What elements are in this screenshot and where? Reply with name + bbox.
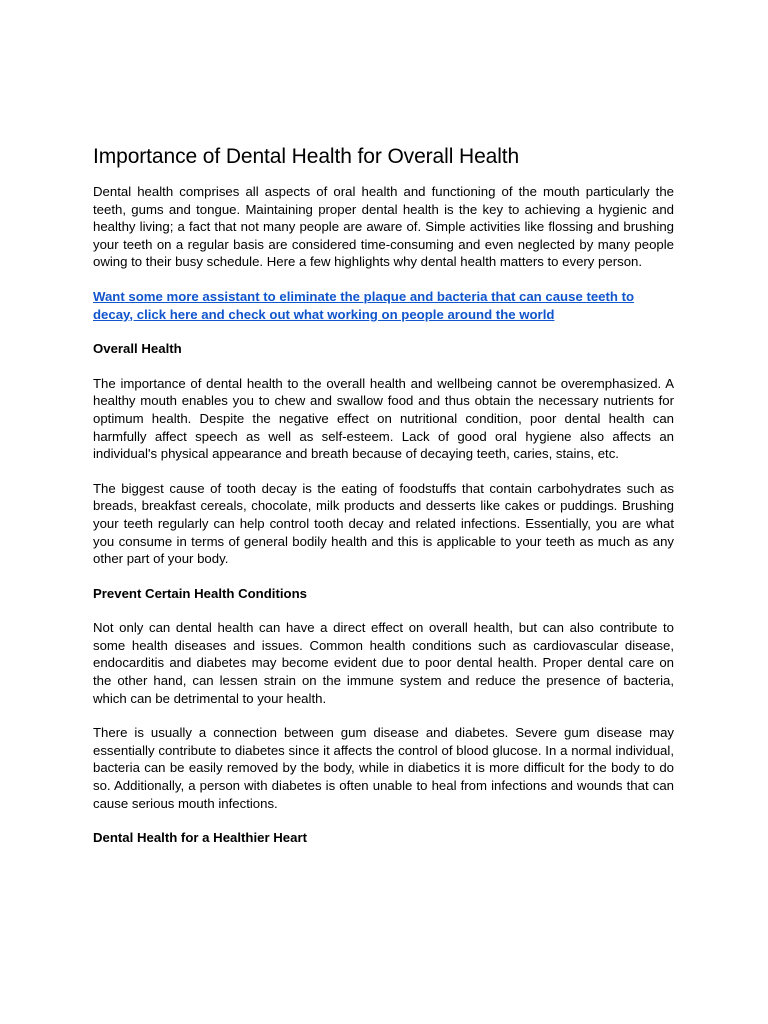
promo-link[interactable]: Want some more assistant to eliminate the plaque and bacteria that can cause teeth to decay, click here and check out what working on people around the world bbox=[93, 288, 635, 322]
section-heading-prevent-conditions: Prevent Certain Health Conditions bbox=[93, 585, 307, 601]
document-title: Importance of Dental Health for Overall Health bbox=[93, 145, 520, 168]
overall-health-paragraph-2: The biggest cause of tooth decay is the eating of foodstuffs that contain carbohydrates such as breads, breakfast cereals, chocolate, milk products and desserts like cakes or puddings. Brushing your teeth regularly can help control tooth decay and related infections. Essentially, you are what you consume in terms of general bodily health and this is applicable to your teeth as much as any other part of your body. bbox=[93, 480, 674, 567]
section-heading-healthier-heart: Dental Health for a Healthier Heart bbox=[93, 830, 307, 846]
section-heading-overall-health: Overall Health bbox=[93, 341, 182, 357]
document-page bbox=[93, 143, 674, 864]
prevent-conditions-paragraph-1: Not only can dental health can have a direct effect on overall health, but can also contribute to some health diseases and issues. Common health conditions such as cardiovascular disease, endocarditis and diabetes may become evident due to poor dental health. Proper dental care on the other hand, can lessen strain on the immune system and reduce the presence of bacteria, which can be detrimental to your health. bbox=[93, 620, 674, 706]
overall-health-paragraph-1: The importance of dental health to the overall health and wellbeing cannot be overemphasized. A healthy mouth enables you to chew and swallow food and thus obtain the necessary nutrients for optimum health. Despite the negative effect on nutritional condition, poor dental health can harmfully affect speech as well as self-esteem. Lack of good oral hygiene also affects an individual's physical appearance and breath because of decaying teeth, caries, stains, etc. bbox=[93, 375, 674, 462]
intro-paragraph: Dental health comprises all aspects of oral health and functioning of the mouth particularly the teeth, gums and tongue. Maintaining proper dental health is the key to achieving a hygienic and healthy living; a fact that not many people are aware of. Simple activities like flossing and brushing your teeth on a regular basis are considered time-consuming and even neglected by many people owing to their busy schedule. Here a few highlights why dental health matters to every person. bbox=[93, 184, 674, 270]
prevent-conditions-paragraph-2: There is usually a connection between gum disease and diabetes. Severe gum disease may essentially contribute to diabetes since it affects the control of blood glucose. In a normal individual, bacteria can be easily removed by the body, while in diabetics it is more difficult for the body to do so. Additionally, a person with diabetes is often unable to heal from infections and wounds that can cause serious mouth infections. bbox=[93, 725, 674, 811]
